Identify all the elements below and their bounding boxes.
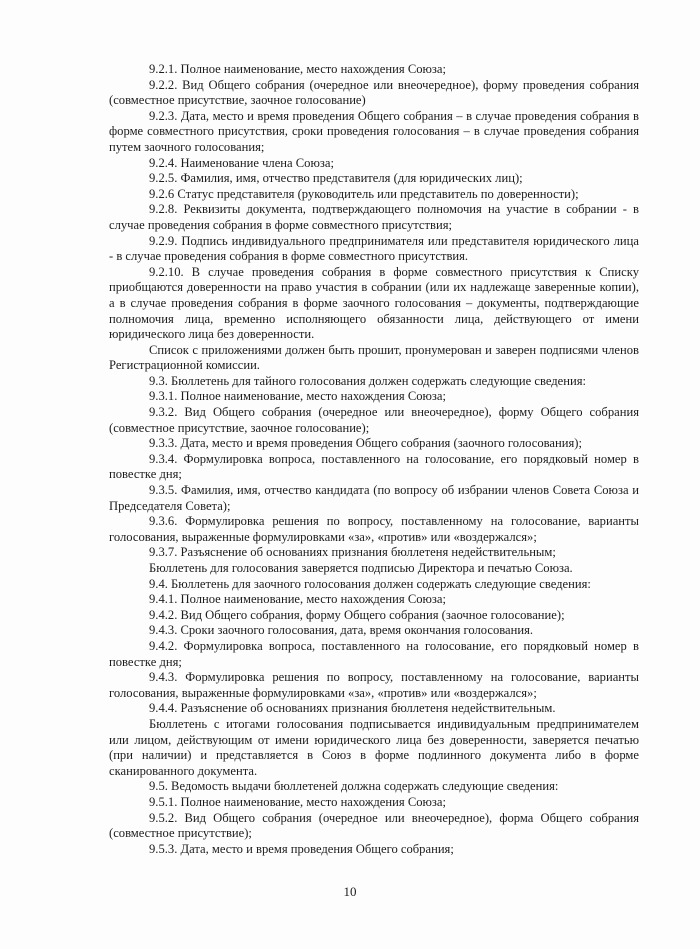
paragraph-9-2-3: 9.2.3. Дата, место и время проведения Общего собрания – в случае проведения собрания в форме совместного присутствия, сроки проведения голосования – в случае проведения собрания путем заочного голосования; [109, 108, 639, 154]
paragraph-9-2-1: 9.2.1. Полное наименование, место нахождения Союза; [149, 62, 446, 76]
paragraph-9-2-5: 9.2.5. Фамилия, имя, отчество представителя (для юридических лиц); [149, 171, 523, 186]
paragraph-9-5-2: 9.5.2. Вид Общего собрания (очередное или внеочередное), форма Общего собрания (совместное присутствие); [109, 810, 639, 841]
document-body [109, 62, 639, 857]
paragraph-9-3-5: 9.3.5. Фамилия, имя, отчество кандидата (по вопросу об избрании членов Совета Союза и Председателя Совета); [109, 483, 639, 513]
page-number: 10 [343, 884, 357, 899]
paragraph-ballot-certification: Бюллетень для голосования заверяется подписью Директора и печатью Союза. [149, 561, 573, 575]
paragraph-9-5: 9.5. Ведомость выдачи бюллетеней должна содержать следующие сведения: [149, 779, 559, 794]
paragraph-9-2-9: 9.2.9. Подпись индивидуального предпринимателя или представителя юридического лица - в случае проведения собрания в форме совместного присутствия. [109, 233, 639, 264]
paragraph-9-3-1: 9.3.1. Полное наименование, место нахождения Союза; [149, 389, 446, 404]
paragraph-ballot-results: Бюллетень с итогами голосования подписывается индивидуальным предпринимателем или лицом, действующим от имени юридического лица без доверенности, заверяется печатью (при наличии) и представляется в Союз в форме подлинного документа либо в форме сканированного документа. [109, 716, 639, 778]
paragraph-9-4-1: 9.4.1. Полное наименование, место нахождения Союза; [149, 592, 446, 607]
paragraph-9-2-8: 9.2.8. Реквизиты документа, подтверждающего полномочия на участие в собрании - в случае проведения собрания в форме совместного присутствия; [109, 202, 639, 232]
paragraph-9-3-6: 9.3.6. Формулировка решения по вопросу, поставленному на голосование, варианты голосования, выраженные формулировками «за», «против» или «воздержался»; [109, 514, 639, 544]
paragraph-9-4-3-repeat: 9.4.3. Формулировка решения по вопросу, поставленному на голосование, варианты голосования, выраженные формулировками «за», «против» или «воздержался»; [109, 670, 639, 700]
paragraph-9-3-7: 9.3.7. Разъяснение об основаниях признания бюллетеня недействительным; [149, 545, 556, 560]
paragraph-9-4-2: 9.4.2. Вид Общего собрания, форму Общего собрания (заочное голосование); [149, 607, 565, 622]
paragraph-9-4-3: 9.4.3. Сроки заочного голосования, дата, время окончания голосования. [149, 623, 534, 638]
paragraph-9-2-6: 9.2.6 Статус представителя (руководитель или представитель по доверенности); [149, 186, 579, 201]
paragraph-9-4-4: 9.4.4. Разъяснение об основаниях признания бюллетеня недействительным. [149, 701, 556, 716]
paragraph-9-3-3: 9.3.3. Дата, место и время проведения Общего собрания (заочного голосования); [149, 436, 582, 451]
paragraph-9-3-2: 9.3.2. Вид Общего собрания (очередное или внеочередное), форму Общего собрания (совместное присутствие, заочное голосование); [109, 405, 639, 435]
paragraph-9-4-2-repeat: 9.4.2. Формулировка вопроса, поставленного на голосование, его порядковый номер в повестке дня; [109, 638, 639, 669]
paragraph-9-3: 9.3. Бюллетень для тайного голосования должен содержать следующие сведения: [149, 373, 587, 388]
paragraph-9-2-4: 9.2.4. Наименование члена Союза; [149, 155, 334, 170]
paragraph-9-2-2: 9.2.2. Вид Общего собрания (очередное или внеочередное), форму проведения собрания (совместное присутствие, заочное голосование) [109, 77, 639, 108]
paragraph-9-4: 9.4. Бюллетень для заочного голосования должен содержать следующие сведения: [149, 576, 591, 591]
paragraph-9-5-1: 9.5.1. Полное наименование, место нахождения Союза; [149, 794, 446, 809]
paragraph-9-2-10: 9.2.10. В случае проведения собрания в форме совместного присутствия к Списку приобщаются доверенности на право участия в собрании (или их надлежаще заверенные копии), а в случае проведения собрания в форме заочного голосования – документы, подтверждающие полномочия лица, временно исполняющего обязанности лица, действующего от имени юридического лица без доверенности. [109, 264, 639, 342]
paragraph-list-note: Список с приложениями должен быть прошит, пронумерован и заверен подписями членов Регистрационной комиссии. [109, 342, 639, 373]
paragraph-9-3-4: 9.3.4. Формулировка вопроса, поставленного на голосование, его порядковый номер в повестке дня; [109, 451, 639, 482]
paragraph-9-5-3: 9.5.3. Дата, место и время проведения Общего собрания; [149, 841, 454, 856]
